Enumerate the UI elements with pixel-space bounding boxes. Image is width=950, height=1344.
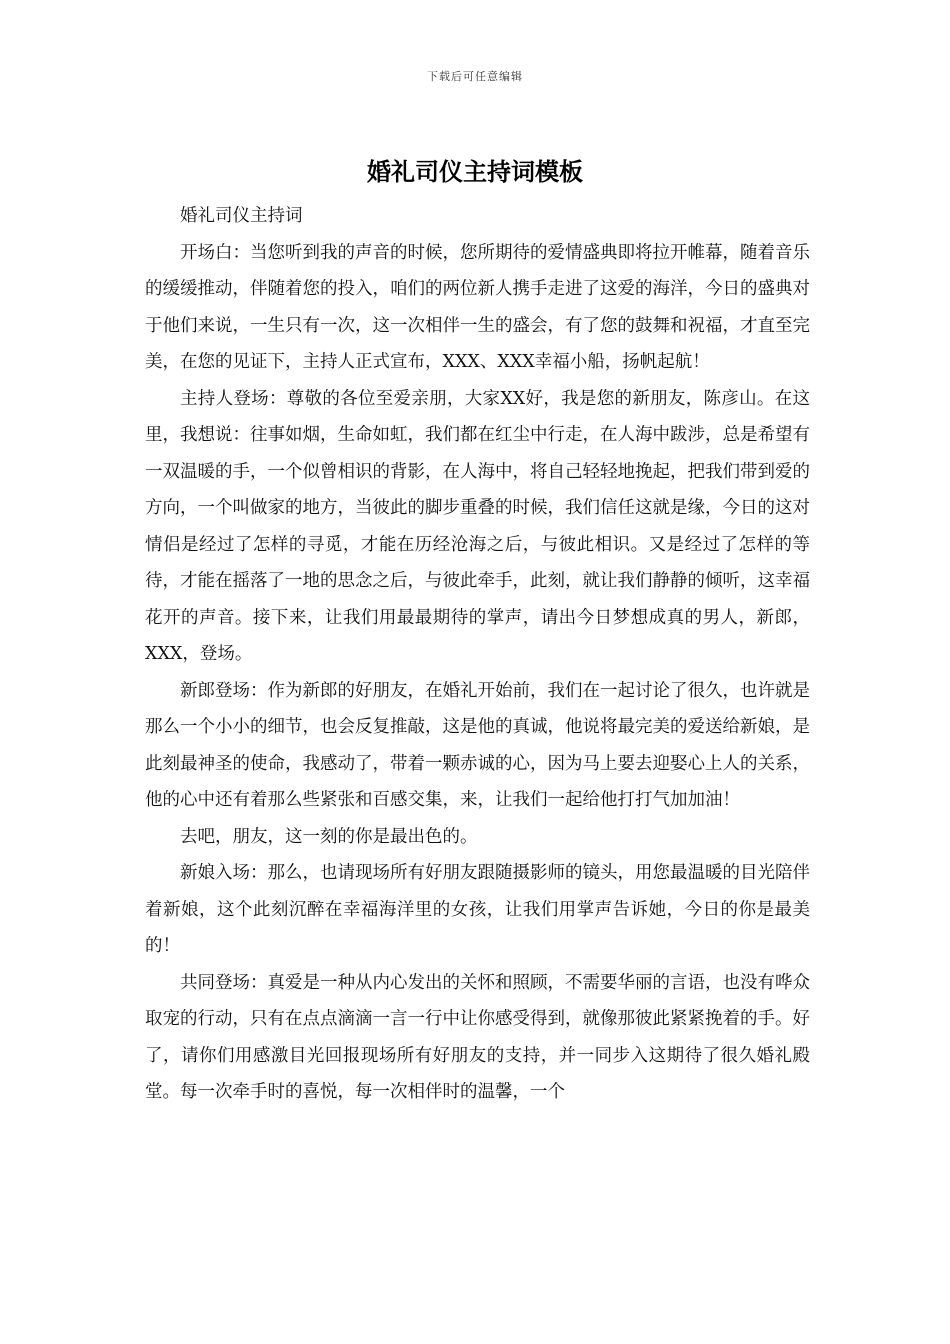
paragraph-subtitle: 婚礼司仪主持词 [180, 206, 303, 226]
paragraph-bride-entrance: 新娘入场：那么，也请现场所有好朋友跟随摄影师的镜头，用您最温暖的目光陪伴着新娘，这个此刻沉醉在幸福海洋里的女孩，让我们用掌声告诉她，今日的你是最美的！ [145, 863, 810, 956]
paragraph-host-entrance: 主持人登场：尊敬的各位至爱亲朋，大家XX好，我是您的新朋友，陈彦山。在这里，我想说：往事如烟，生命如虹，我们都在红尘中行走，在人海中跋涉，总是希望有一双温暖的手，一个似曾相识的背影，在人海中，将自己轻轻地挽起，把我们带到爱的方向，一个叫做家的地方，当彼此的脚步重叠的时候，我们信任这就是缘，今日的这对情侣是经过了怎样的寻觅，才能在历经沧海之后，与彼此相识。又是经过了怎样的等待，才能在摇落了一地的思念之后，与彼此牵手，此刻，就让我们静静的倾听，这幸福花开的声音。接下来，让我们用最最期待的掌声，请出今日梦想成真的男人，新郎，XXX，登场。 [145, 388, 810, 664]
paragraph-go-friend: 去吧，朋友，这一刻的你是最出色的。 [180, 826, 478, 847]
document-title: 婚礼司仪主持词模板 [367, 157, 583, 186]
document-body [145, 198, 810, 1111]
header-note: 下载后可任意编辑 [427, 70, 523, 83]
paragraph-opening: 开场白：当您听到我的声音的时候，您所期待的爱情盛典即将拉开帷幕，随着音乐的缓缓推动，伴随着您的投入，咱们的两位新人携手走进了这爱的海洋，今日的盛典对于他们来说，一生只有一次，这一次相伴一生的盛会，有了您的鼓舞和祝福，才直至完美，在您的见证下，主持人正式宣布，XXX、XXX幸福小船，扬帆起航！ [145, 242, 810, 372]
paragraph-joint-entrance: 共同登场：真爱是一种从内心发出的关怀和照顾，不需要华丽的言语，也没有哗众取宠的行动，只有在点点滴滴一言一行中让你感受得到，就像那彼此紧紧挽着的手。好了，请你们用感激目光回报现场所有好朋友的支持，并一同步入这期待了很久婚礼殿堂。每一次牵手时的喜悦，每一次相伴时的温馨，一个 [145, 972, 810, 1102]
paragraph-groom-entrance: 新郎登场：作为新郎的好朋友，在婚礼开始前，我们在一起讨论了很久，也许就是那么一个小小的细节，也会反复推敲，这是他的真诚，他说将最完美的爱送给新娘，是此刻最神圣的使命，我感动了，带着一颗赤诚的心，因为马上要去迎娶心上人的关系，他的心中还有着那么些紧张和百感交集，来，让我们一起给他打打气加加油！ [145, 680, 810, 810]
